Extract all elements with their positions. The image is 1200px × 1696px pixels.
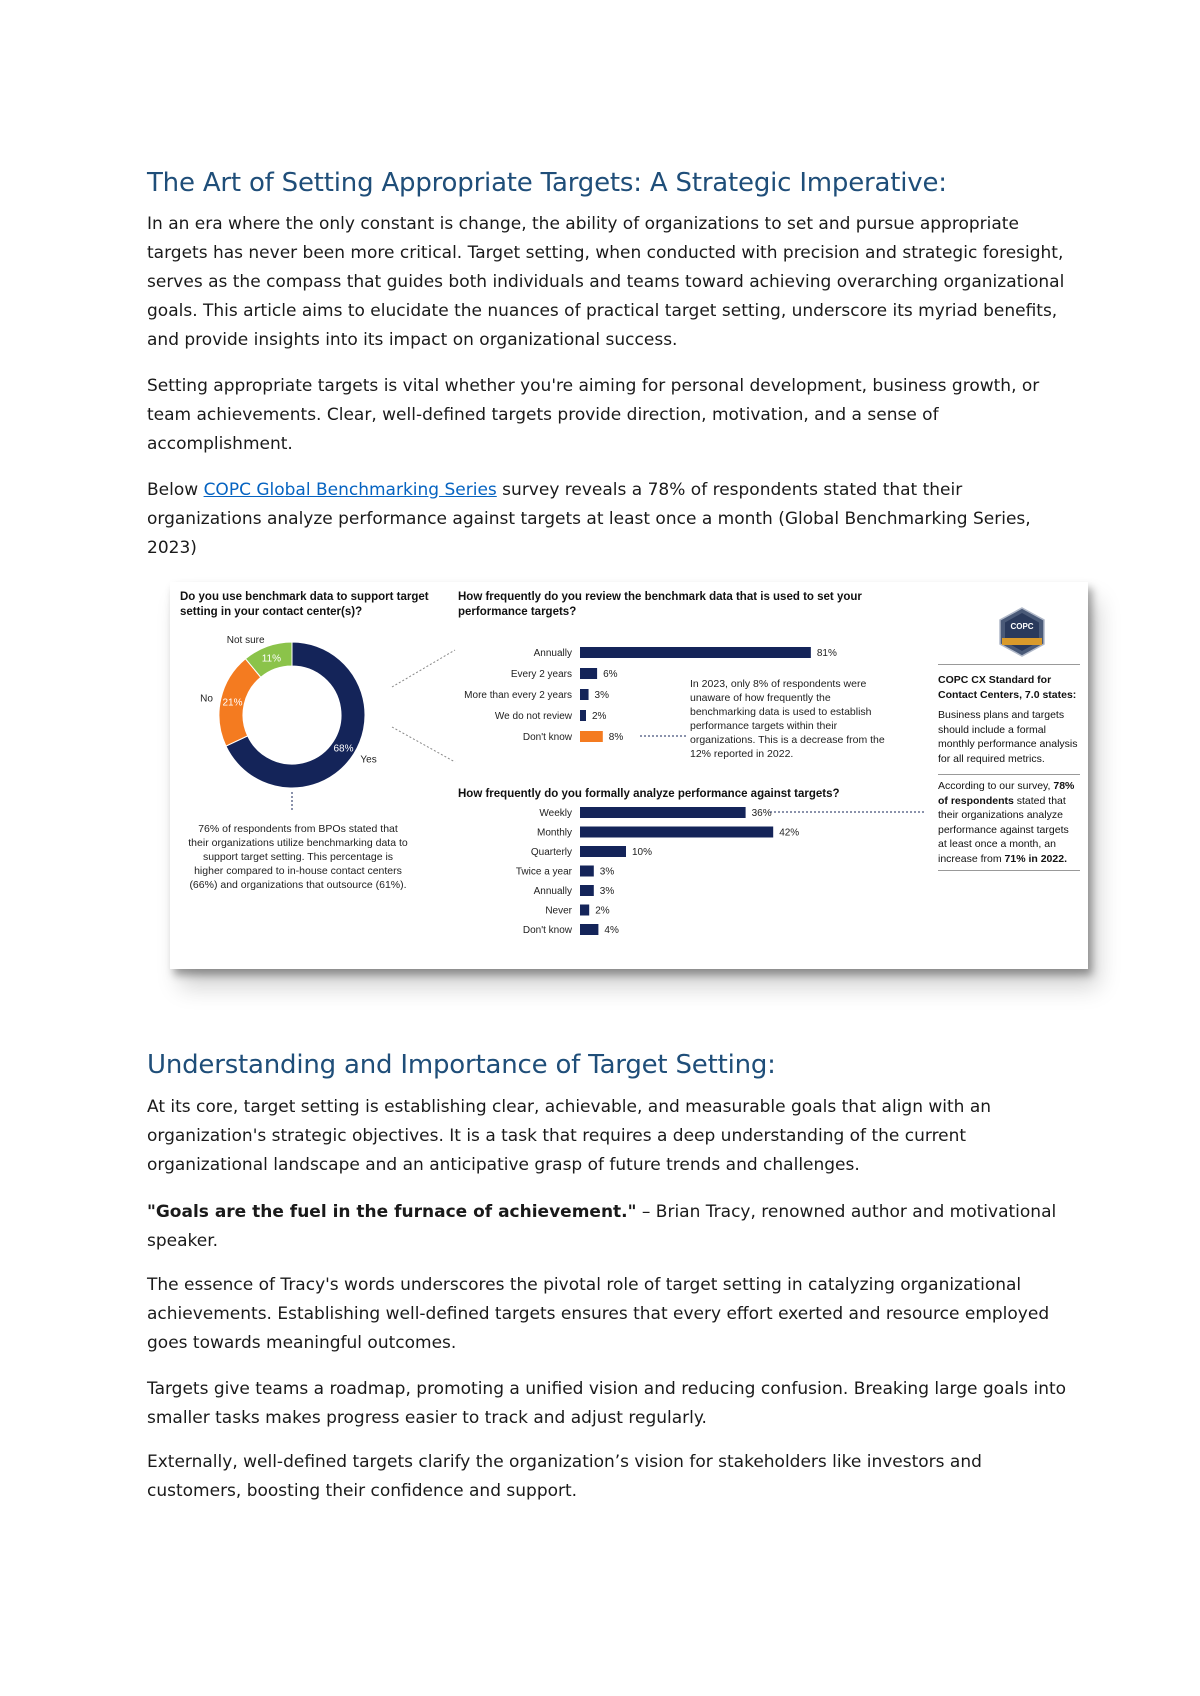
donut-value-no: 21% (222, 697, 243, 709)
quote-text: "Goals are the fuel in the furnace of achievement." (147, 1202, 637, 1222)
donut-question: Do you use benchmark data to support target setting in your contact center(s)? (180, 591, 429, 618)
review-bar-don-t-know (580, 731, 603, 742)
highlight-c: stated that their organizations analyze performance against targets at least once a month, an increase from (938, 794, 1069, 865)
copc-standard-box (938, 664, 1080, 871)
svg-text:COPC: COPC (1010, 622, 1034, 631)
highlight-a: According to our survey, (938, 780, 1054, 792)
highlight-d: 71% in 2022. (1004, 852, 1067, 865)
connector-top (392, 650, 455, 687)
importance-paragraph: Setting appropriate targets is vital whether you're aiming for personal development, business growth, or team achievements. Clear, well-defined targets provide direction, motivation, and a sense of accomplishment. (147, 376, 1040, 454)
copc-badge-icon (998, 607, 1046, 657)
review-value-we-do-not-review: 2% (592, 711, 607, 722)
section-heading-understanding: Understanding and Importance of Target Setting: (147, 1050, 776, 1080)
review-cat-more-than-every-2-years: More than every 2 years (464, 690, 572, 701)
analyze-question: How frequently do you formally analyze performance against targets? (458, 788, 840, 800)
analyze-bar-twice-a-year (580, 866, 594, 877)
analyze-cat-annually: Annually (533, 886, 572, 897)
analyze-bar-never (580, 905, 589, 916)
analyze-value-annually: 3% (599, 886, 615, 897)
donut-label-not-sure: Not sure (226, 634, 265, 646)
analyze-bar-quarterly (580, 846, 626, 857)
analyze-value-twice-a-year: 3% (599, 866, 615, 878)
review-cat-every-2-years: Every 2 years (510, 669, 572, 680)
review-value-annually: 81% (816, 648, 837, 659)
review-value-don-t-know: 8% (608, 732, 624, 743)
survey-text-after: survey reveals a 78% of respondents stated that their organizations analyze performance against targets at least once a month (Global Benchmarking Series, 2023) (147, 480, 1031, 558)
analyze-cat-weekly: Weekly (539, 808, 572, 819)
analyze-value-weekly: 36% (751, 808, 772, 819)
analyze-cat-monthly: Monthly (536, 827, 572, 839)
analyze-value-monthly: 42% (779, 827, 800, 839)
connector-bottom (392, 727, 455, 762)
copc-standard-text: Business plans and targets should include a formal monthly performance analysis for all required metrics. (938, 709, 1078, 765)
analyze-bar-weekly (580, 807, 746, 818)
review-value-more-than-every-2-years: 3% (594, 690, 610, 701)
quote-paragraph (147, 1198, 1067, 1256)
section-heading-targets: The Art of Setting Appropriate Targets: A Strategic Imperative: (147, 168, 947, 198)
benchmark-infographic (170, 582, 1088, 969)
survey-text-before: Below (147, 480, 204, 500)
analyze-value-don-t-know: 4% (604, 925, 619, 936)
survey-paragraph (147, 476, 1067, 563)
analyze-bar-monthly (580, 827, 773, 838)
review-bar-annually (580, 647, 811, 658)
core-paragraph: At its core, target setting is establishing clear, achievable, and measurable goals that align with an organization's strategic objectives. It is a task that requires a deep understanding of the current organizational landscape and an anticipative grasp of future trends and challenges. (147, 1097, 992, 1175)
analyze-cat-twice-a-year: Twice a year (515, 866, 572, 878)
survey-highlight (938, 774, 1080, 871)
analyze-bar-don-t-know (580, 924, 598, 935)
bpo-note: 76% of respondents from BPOs stated that their organizations utilize benchmarking data to support target setting. This percentage is higher compared to in-house contact centers (66%) and organizations that outsource (61%). (188, 823, 408, 891)
donut-value-not-sure: 11% (261, 653, 281, 665)
copc-benchmarking-link[interactable]: COPC Global Benchmarking Series (203, 480, 497, 500)
review-cat-annually: Annually (533, 648, 572, 659)
roadmap-paragraph: Targets give teams a roadmap, promoting a unified vision and reducing confusion. Breaking large goals into smaller tasks makes progress easier to track and adjust regularly. (147, 1379, 1067, 1428)
review-cat-don-t-know: Don't know (522, 732, 572, 743)
analyze-bar-annually (580, 885, 594, 896)
copc-standard-title: COPC CX Standard for Contact Centers, 7.0 states: (938, 674, 1077, 701)
donut-label-yes: Yes (360, 754, 377, 766)
analyze-cat-never: Never (545, 905, 572, 917)
external-paragraph: Externally, well-defined targets clarify the organization’s vision for stakeholders like investors and customers, boosting their confidence and support. (147, 1452, 982, 1501)
review-value-every-2-years: 6% (603, 669, 618, 680)
analyze-value-quarterly: 10% (632, 847, 653, 858)
review-cat-we-do-not-review: We do not review (494, 711, 572, 722)
donut-value-yes: 68% (333, 743, 354, 755)
analyze-value-never: 2% (595, 905, 610, 917)
review-question: How frequently do you review the benchmark data that is used to set your performance targets? (458, 591, 862, 618)
tracy-paragraph: The essence of Tracy's words underscores the pivotal role of target setting in catalyzing organizational achievements. Establishing well-defined targets ensures that every effort exerted and resource employed goes towards meaningful outcomes. (147, 1275, 1050, 1353)
review-bar-we-do-not-review (580, 710, 586, 721)
quote-attribution: – Brian Tracy, renowned author and motivational speaker. (147, 1202, 1057, 1251)
highlight-b: 78% of respondents (938, 780, 1075, 807)
review-bar-more-than-every-2-years (580, 689, 589, 700)
review-note: In 2023, only 8% of respondents were unaware of how frequently the benchmarking data is used to establish performance targets within their organizations. This is a decrease from the 12% reported in 2022. (690, 678, 885, 760)
intro-paragraph: In an era where the only constant is change, the ability of organizations to set and pursue appropriate targets has never been more critical. Target setting, when conducted with precision and strategic foresight, serves as the compass that guides both individuals and teams toward achieving overarching organizational goals. This article aims to elucidate the nuances of practical target setting, underscore its myriad benefits, and provide insights into its impact on organizational success. (147, 214, 1065, 350)
analyze-cat-quarterly: Quarterly (530, 847, 572, 858)
donut-label-no: No (200, 693, 213, 705)
analyze-cat-don-t-know: Don't know (522, 925, 572, 936)
review-bar-every-2-years (580, 668, 597, 679)
